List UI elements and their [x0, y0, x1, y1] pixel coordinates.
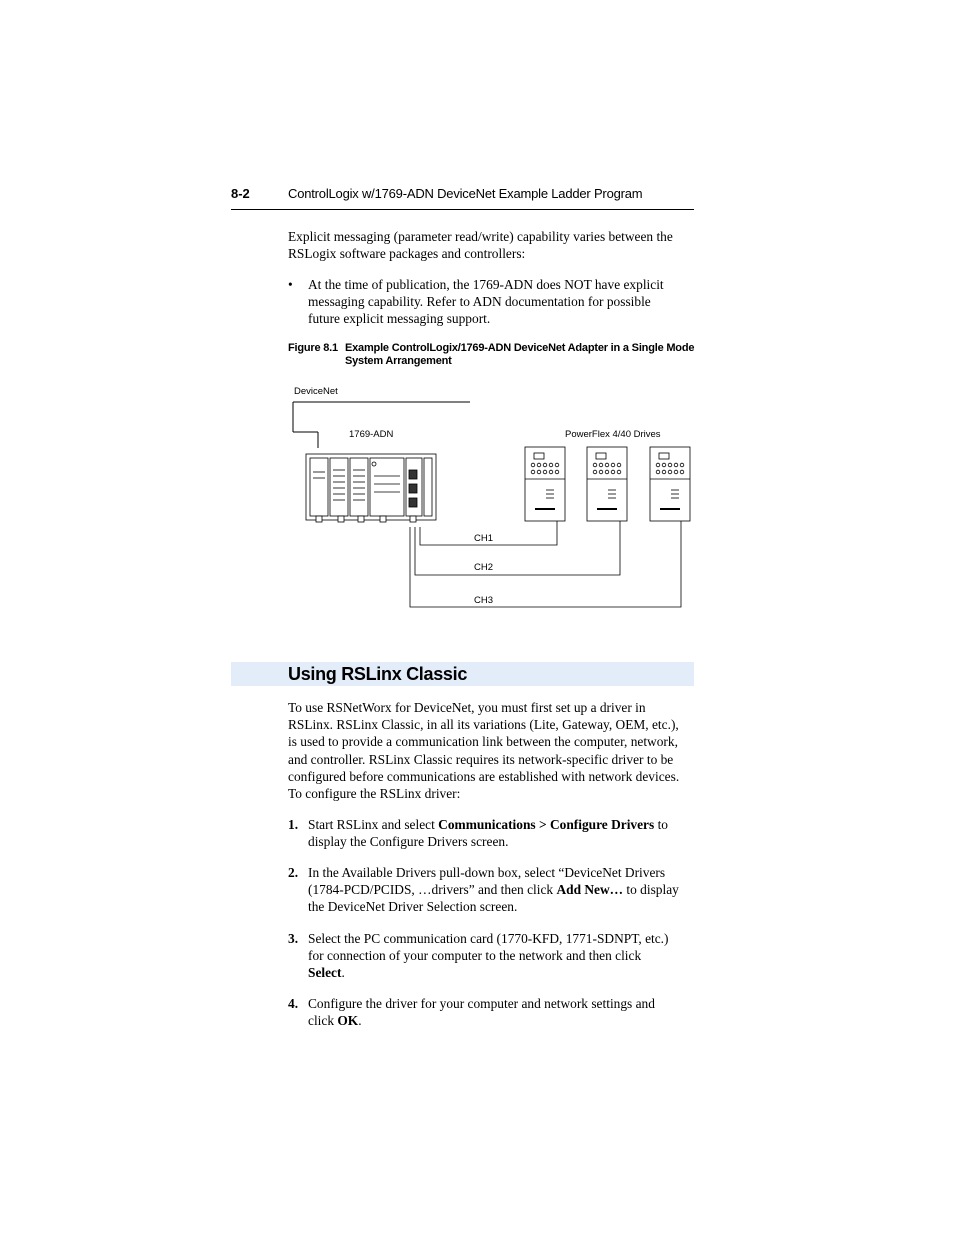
- page-header: [231, 185, 694, 210]
- section-paragraph: To use RSNetWorx for DeviceNet, you must first set up a driver in RSLinx. RSLinx Classic, in all its variations (Lite, Gateway, OEM, etc.), is used to provide a communication link between the computer, network, and controller. RSLinx Classic requires its network-specific driver to be configured before communications are established with network devices. To configure the RSLinx driver:: [288, 700, 680, 802]
- bullet-mark: •: [288, 277, 293, 292]
- figure-number: Figure 8.1: [288, 342, 338, 354]
- step-number: 1.: [288, 817, 299, 832]
- ch1-label: CH1: [474, 533, 494, 544]
- step-text: Configure the driver for your computer and network settings and click OK.: [308, 996, 655, 1028]
- step-text: In the Available Drivers pull-down box, select “DeviceNet Drivers (1784-PCD/PCIDS, …drivers” and then click Add New… to display the DeviceNet Driver Selection screen.: [308, 865, 679, 914]
- powerflex-drive-3: [650, 447, 690, 521]
- step-text: Select the PC communication card (1770-KFD, 1771-SDNPT, etc.) for connection of your computer to the network and then click Select.: [308, 931, 669, 980]
- running-title: ControlLogix w/1769-ADN DeviceNet Example Ladder Program: [288, 186, 643, 201]
- powerflex-drive-2: [587, 447, 627, 521]
- controllogix-chassis: [306, 454, 436, 522]
- section-heading-bar: [231, 662, 694, 686]
- figure-title: Example ControlLogix/1769-ADN DeviceNet Adapter in a Single Mode System Arrangement: [345, 342, 695, 367]
- step-number: 2.: [288, 865, 299, 880]
- section-title: Using RSLinx Classic: [288, 664, 468, 684]
- ch2-cable: [415, 521, 620, 575]
- ch2-label: CH2: [474, 562, 494, 573]
- intro-paragraph: Explicit messaging (parameter read/write) capability varies between the RSLogix software packages and controllers:: [288, 229, 673, 261]
- step-text: Start RSLinx and select Communications > Configure Drivers to display the Configure Drivers screen.: [308, 817, 668, 849]
- ch3-cable: [410, 521, 681, 607]
- page-number: 8-2: [231, 186, 250, 201]
- step-number: 3.: [288, 931, 299, 946]
- network-diagram: [288, 380, 698, 615]
- step-number: 4.: [288, 996, 299, 1011]
- devicenet-label: DeviceNet: [294, 386, 338, 397]
- adapter-label: 1769-ADN: [349, 429, 394, 440]
- powerflex-drive-1: [525, 447, 565, 521]
- ch3-label: CH3: [474, 595, 494, 606]
- drives-label: PowerFlex 4/40 Drives: [565, 429, 661, 440]
- bullet-text: At the time of publication, the 1769-ADN does NOT have explicit messaging capability. Refer to ADN documentation for possible future explicit messaging support.: [308, 277, 664, 326]
